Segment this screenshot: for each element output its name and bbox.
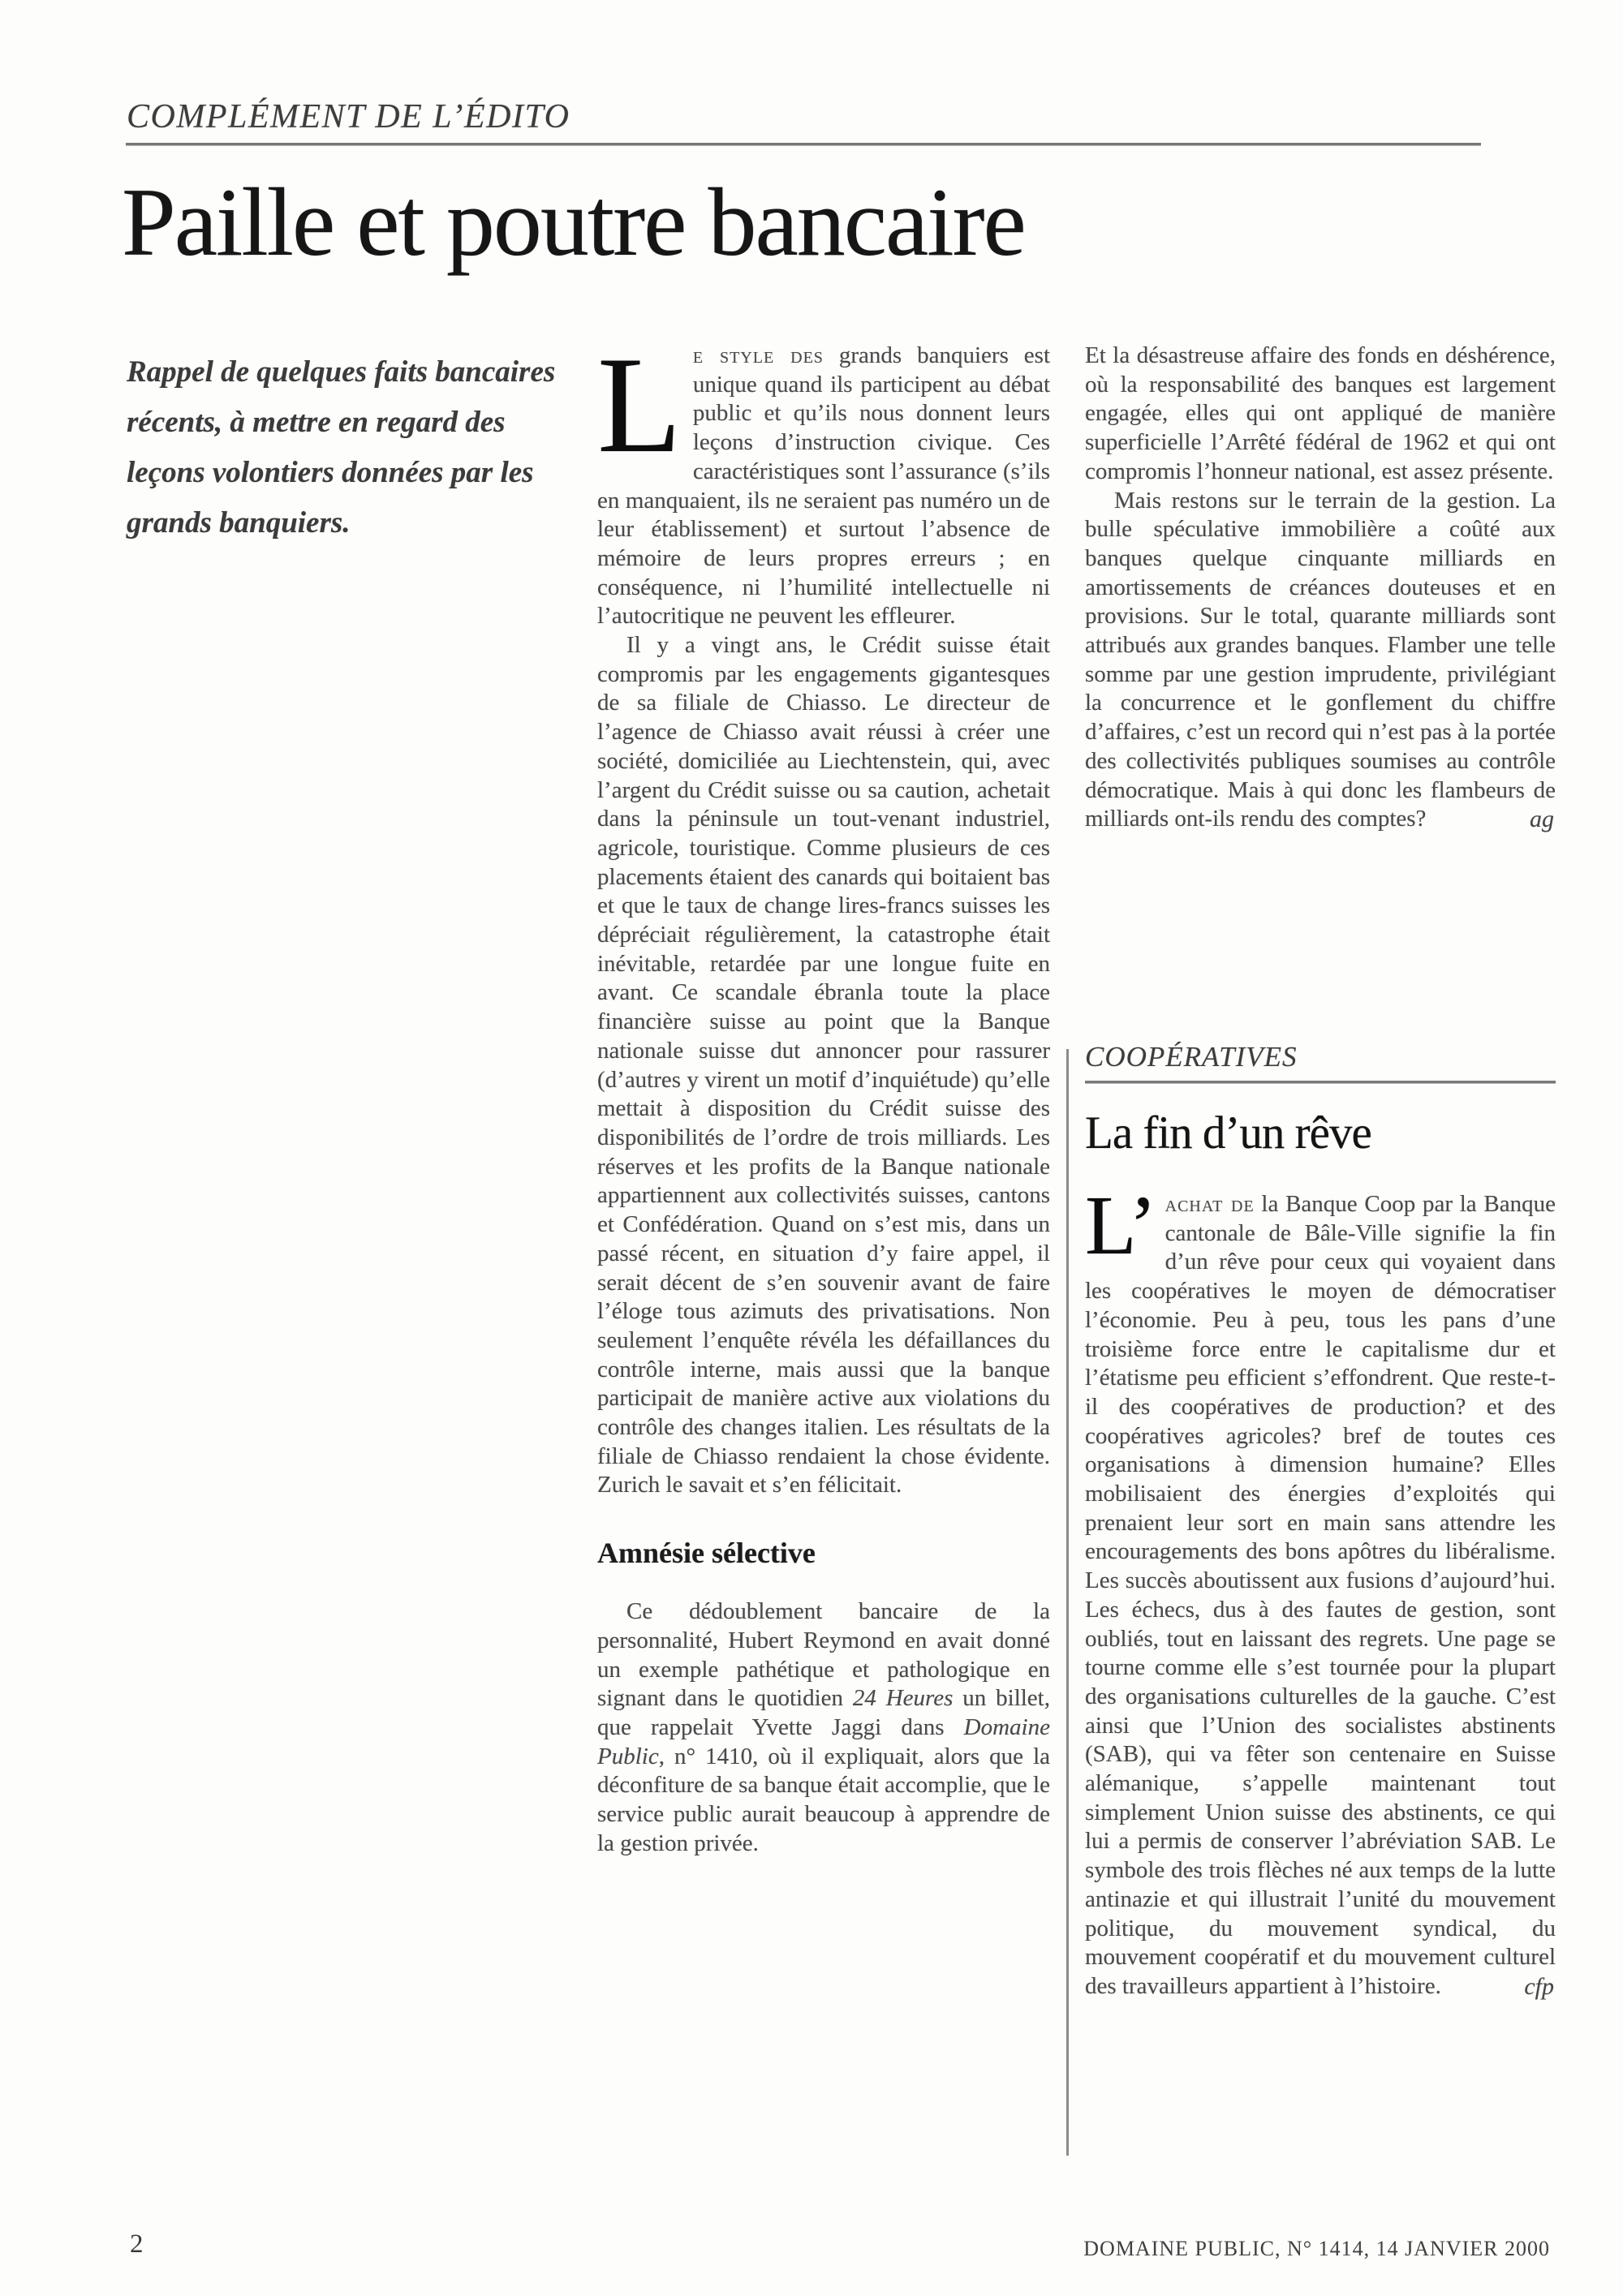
column-right [1085, 342, 1556, 2175]
page-kicker: COMPLÉMENT DE L’ÉDITO [127, 98, 570, 135]
author-initials: cfp [1524, 1972, 1554, 2000]
section-kicker-cooperatives: COOPÉRATIVES [1085, 1041, 1298, 1073]
paragraph [1085, 487, 1556, 834]
article-title: Paille et poutre bancaire [122, 168, 1025, 276]
paragraph-text: la Banque Coop par la Banque cantonale de Bâle-Ville signifie la fin d’un rêve pour ceux qui voyaient dans les coopératives le moyen de démocratiser l’économie. Peu à peu, tous les pans d’une troisième force entre le capitalisme dur et l’étatisme peu efficient s’effondrent. Que reste-t-il des coopératives de production? et des coopératives agricoles? bref de toutes ces organisations à dimension humaine? Elles mobilisaient des énergies d’exploités qui prenaient leur sort en main sans attendre les encouragements des bons apôtres du libéralisme. Les succès aboutissent aux fusions d’aujourd’hui. Les échecs, dus à des fautes de gestion, sont oubliés, tout en laissant des regrets. Une page se tourne comme elle s’est tournée pour la plupart des organisations culturelles de la gauche. C’est ainsi que l’Union des socialistes abstinents (SAB), qui va fêter son centenaire en Suisse alémanique, s’appelle maintenant tout simplement Union suisse des abstinents, ce qui lui a permis de conserver l’abréviation SAB. Le symbole des trois flèches né aux temps de la lutte antinazie et qui illustrait l’unité du mouvement politique, du mouvement syndical, du mouvement coopératif et du mouvement culturel des travailleurs appartient à l’histoire. [1085, 1191, 1556, 1999]
paragraph: Ce dédoublement bancaire de la personnalité, Hubert Reymond en avait donné un exemple pathétique et pathologique en signant dans le quotidien 24 Heures un billet, que rappelait Yvette Jaggi dans Domaine Public, n° 1410, où il expliquait, alors que la déconfiture de sa banque était accomplie, que le service public aurait beaucoup à apprendre de la gestion privée. [597, 1598, 1050, 1856]
paragraph-opening [597, 329, 1051, 631]
footer-issue: DOMAINE PUBLIC, N° 1414, 14 JANVIER 2000 [1083, 2237, 1550, 2260]
paragraph: Il y a vingt ans, le Crédit suisse était compromis par les engagements gigantesques de sa filiale de Chiasso. Le directeur de l’agence de Chiasso avait réussi à créer une société, domiciliée au Liechtenstein, qui, avec l’argent du Crédit suisse ou sa caution, achetait dans la péninsule un tout-venant industriel, agricole, touristique. Comme plusieurs de ces placements étaient des canards qui boitaient bas et que le taux de change lires-francs suisses les dépréciait régulièrement, la catastrophe était inévitable, retardée par une longue fuite en avant. Ce scandale ébranla toute la place financière suisse au point que la Banque nationale suisse dut annoncer pour rassurer (d’autres y virent un motif d’inquiétude) qu’elle mettait à disposition du Crédit suisse des disponibilités de l’ordre de trois milliards. Les réserves et les profits de la Banque nationale appartiennent aux collectivités suisses, cantons et Confédération. Quand on s’est mis, dans un passé récent, en situation d’y faire appel, il serait décent de s’en souvenir avant de faire l’éloge tous azimuts des privatisations. Non seulement l’enquête révéla les défaillances du contrôle interne, mais aussi que la banque participait de manière active aux violations du contrôle des changes italien. Les résultats de la filiale de Chiasso rendaient la chose évidente. Zurich le savait et s’en félicitait. [597, 632, 1050, 1498]
drop-cap: L [597, 329, 682, 481]
column-divider [1066, 1049, 1069, 2156]
paragraph-opening [1085, 1179, 1556, 2001]
subheading: Amnésie sélective [597, 1537, 816, 1570]
page-number: 2 [130, 2229, 144, 2259]
kicker-rule [1085, 1081, 1556, 1084]
masthead-rule [126, 143, 1481, 146]
second-article-title: La fin d’un rêve [1085, 1107, 1371, 1159]
paragraph: Et la désastreuse affaire des fonds en déshérence, où la responsabilité des banques est largement engagée, elles qui ont appliqué de manière superficielle l’Arrêté fédéral de 1962 et qui ont compromis l’honneur national, est assez présente. [1085, 342, 1556, 484]
second-article [1085, 1041, 1556, 2001]
drop-cap: L’ [1085, 1179, 1157, 1272]
paragraph-text: Mais restons sur le terrain de la gestion. La bulle spéculative immobilière a coûté aux banques quelque cinquante milliards en amortissements de créances douteuses et en provisions. Sur le total, quarante milliards sont attribués aux grandes banques. Flamber une telle somme par une gestion imprudente, privilégiant la concurrence et le gonflement du chiffre d’affaires, c’est un record qui n’est pas à la portée des collectivités publiques soumises au contrôle démocratique. Mais à qui donc les flambeurs de milliards ont-ils rendu des comptes? [1085, 487, 1556, 832]
article-lede: Rappel de quelques faits bancaires récents, à mettre en regard des leçons volontiers données par les grands banquiers. [127, 355, 556, 540]
small-caps-lead: e style des [692, 342, 824, 368]
paragraph-text: grands banquiers est unique quand ils participent au débat public et qu’ils nous donnent leurs leçons d’instruction civique. Ces caractéristiques sont l’assurance (s’ils en manquaient, ils ne seraient pas numéro un de leur établissement) et surtout l’absence de mémoire de leurs propres erreurs ; en conséquence, ni l’humilité intellectuelle ni l’autocritique ne peuvent les effleurer. [597, 342, 1051, 630]
small-caps-lead: achat de [1165, 1191, 1255, 1217]
author-initials: ag [1530, 806, 1554, 833]
column-middle [597, 329, 1051, 1858]
